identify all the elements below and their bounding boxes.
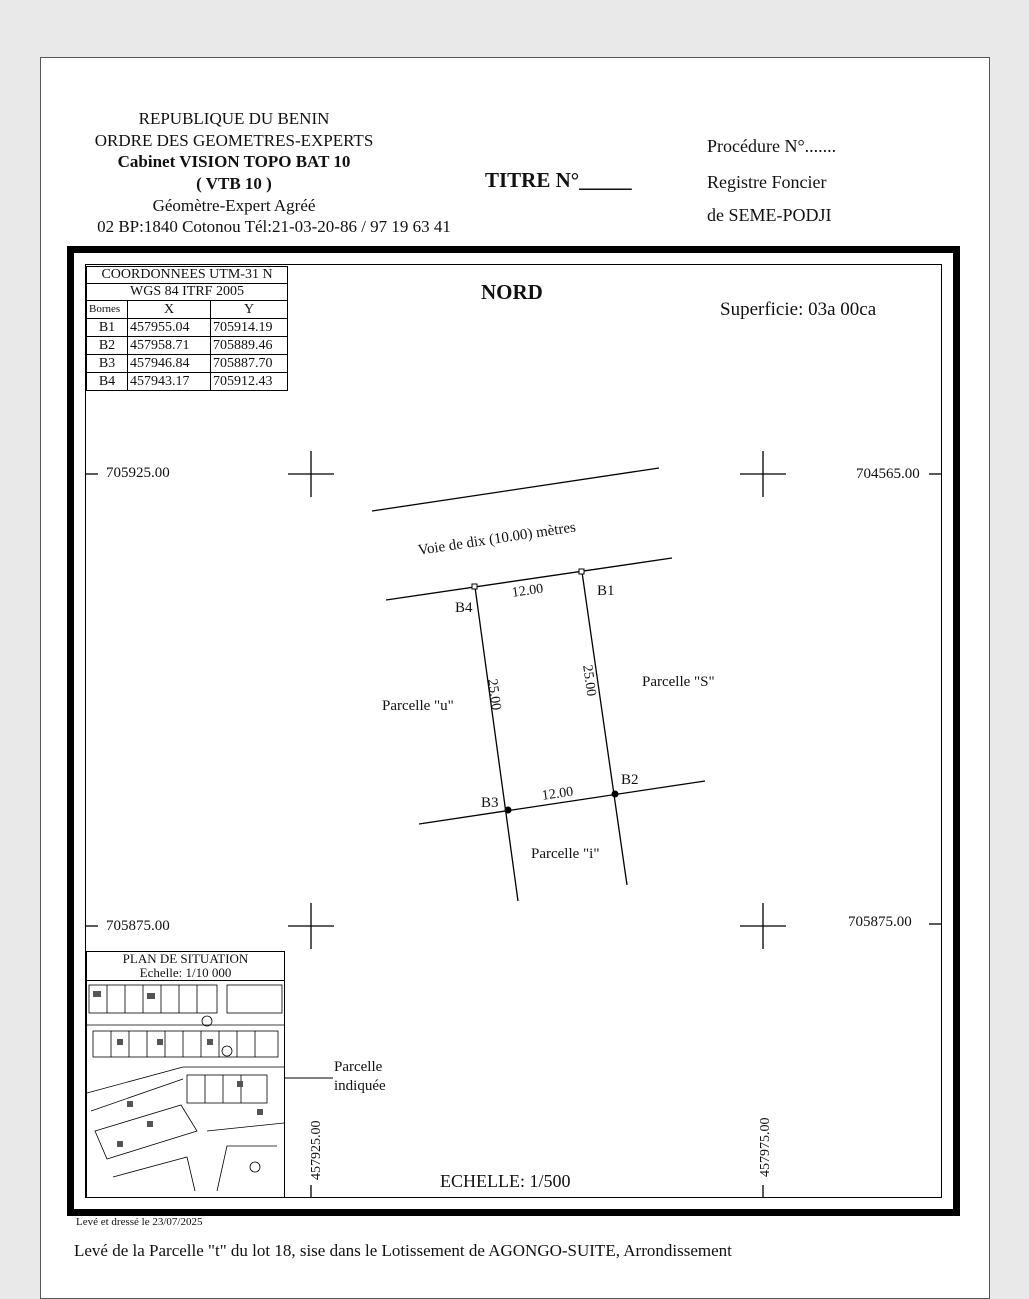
situation-title: PLAN DE SITUATION	[122, 951, 249, 966]
contact-line: 02 BP:1840 Cotonou Tél:21-03-20-86 / 97 19 63 41	[97, 217, 451, 236]
dimension-right: 25.00	[579, 664, 599, 698]
grid-cross	[288, 451, 334, 497]
grid-label-y-top-left: 705925.00	[106, 465, 170, 481]
dimension-top: 12.00	[511, 581, 545, 601]
road-label: Voie de dix (10.00) mètres	[417, 519, 577, 559]
coord-header-bornes: Bornes	[87, 301, 128, 319]
dimension-bottom: 12.00	[541, 784, 575, 804]
borne-marker-b4	[472, 584, 477, 589]
borne-label-b1: B1	[597, 583, 615, 599]
titre-number: TITRE N°_____	[485, 168, 632, 192]
grid-cross	[740, 903, 786, 949]
coord-table-title2: WGS 84 ITRF 2005	[87, 284, 288, 301]
situation-label-1: Parcelle	[334, 1059, 383, 1075]
coord-table-title1: COORDONNEES UTM-31 N	[87, 267, 288, 284]
geometre-line: Géomètre-Expert Agréé	[152, 196, 316, 215]
x-cell: 457958.71	[128, 337, 211, 355]
grid-label-y-top-right: 704565.00	[856, 466, 920, 482]
borne-cell: B3	[87, 355, 128, 373]
y-cell: 705912.43	[211, 373, 288, 391]
situation-plan	[86, 951, 285, 1198]
grid-label-x-left: 457925.00	[309, 1120, 324, 1180]
x-cell: 457943.17	[128, 373, 211, 391]
grid-label-y-bottom-right: 705875.00	[848, 914, 912, 930]
coord-header-y: Y	[211, 301, 288, 319]
scale-label: ECHELLE: 1/500	[440, 1171, 571, 1191]
borne-label-b3: B3	[481, 795, 499, 811]
registre-commune: de SEME-PODJI	[707, 205, 832, 225]
borne-cell: B2	[87, 337, 128, 355]
borne-marker-b2	[612, 791, 618, 797]
survey-date: Levé et dressé le 23/07/2025	[76, 1216, 203, 1228]
x-cell: 457946.84	[128, 355, 211, 373]
situation-map	[87, 981, 284, 1197]
north-label: NORD	[481, 280, 543, 304]
area-label: Superficie: 03a 00ca	[720, 299, 877, 320]
y-cell: 705889.46	[211, 337, 288, 355]
situation-label-2: indiquée	[334, 1078, 386, 1094]
grid-label-y-bottom-left: 705875.00	[106, 918, 170, 934]
borne-label-b2: B2	[621, 772, 639, 788]
dimension-left: 25.00	[484, 678, 504, 712]
coord-header-x: X	[128, 301, 211, 319]
borne-marker-b3	[505, 807, 511, 813]
procedure-number: Procédure N°.......	[707, 136, 837, 156]
grid-label-x-right: 457975.00	[758, 1117, 773, 1177]
survey-description: Levé de la Parcelle "t" du lot 18, sise dans le Lotissement de AGONGO-SUITE, Arrondissement	[74, 1241, 732, 1260]
road-edge-north	[372, 468, 659, 511]
cabinet-code-line: ( VTB 10 )	[196, 174, 272, 193]
situation-scale: Echelle: 1/10 000	[87, 966, 284, 981]
y-cell: 705887.70	[211, 355, 288, 373]
borne-label-b4: B4	[455, 600, 473, 616]
order-line: ORDRE DES GEOMETRES-EXPERTS	[94, 131, 374, 150]
borne-marker-b1	[579, 569, 584, 574]
borne-cell: B4	[87, 373, 128, 391]
parcel-side-west	[475, 587, 518, 901]
parcel-label-s: Parcelle "S"	[642, 674, 715, 690]
registre-foncier: Registre Foncier	[707, 172, 827, 192]
borne-cell: B1	[87, 319, 128, 337]
republic-line: REPUBLIQUE DU BENIN	[138, 109, 330, 128]
x-cell: 457955.04	[128, 319, 211, 337]
grid-cross	[740, 451, 786, 497]
grid-cross	[288, 903, 334, 949]
parcel-side-east	[582, 572, 627, 885]
cabinet-line: Cabinet VISION TOPO BAT 10	[117, 152, 351, 171]
parcel-label-u: Parcelle "u"	[382, 698, 454, 714]
parcel-label-i: Parcelle "i"	[531, 846, 600, 862]
y-cell: 705914.19	[211, 319, 288, 337]
